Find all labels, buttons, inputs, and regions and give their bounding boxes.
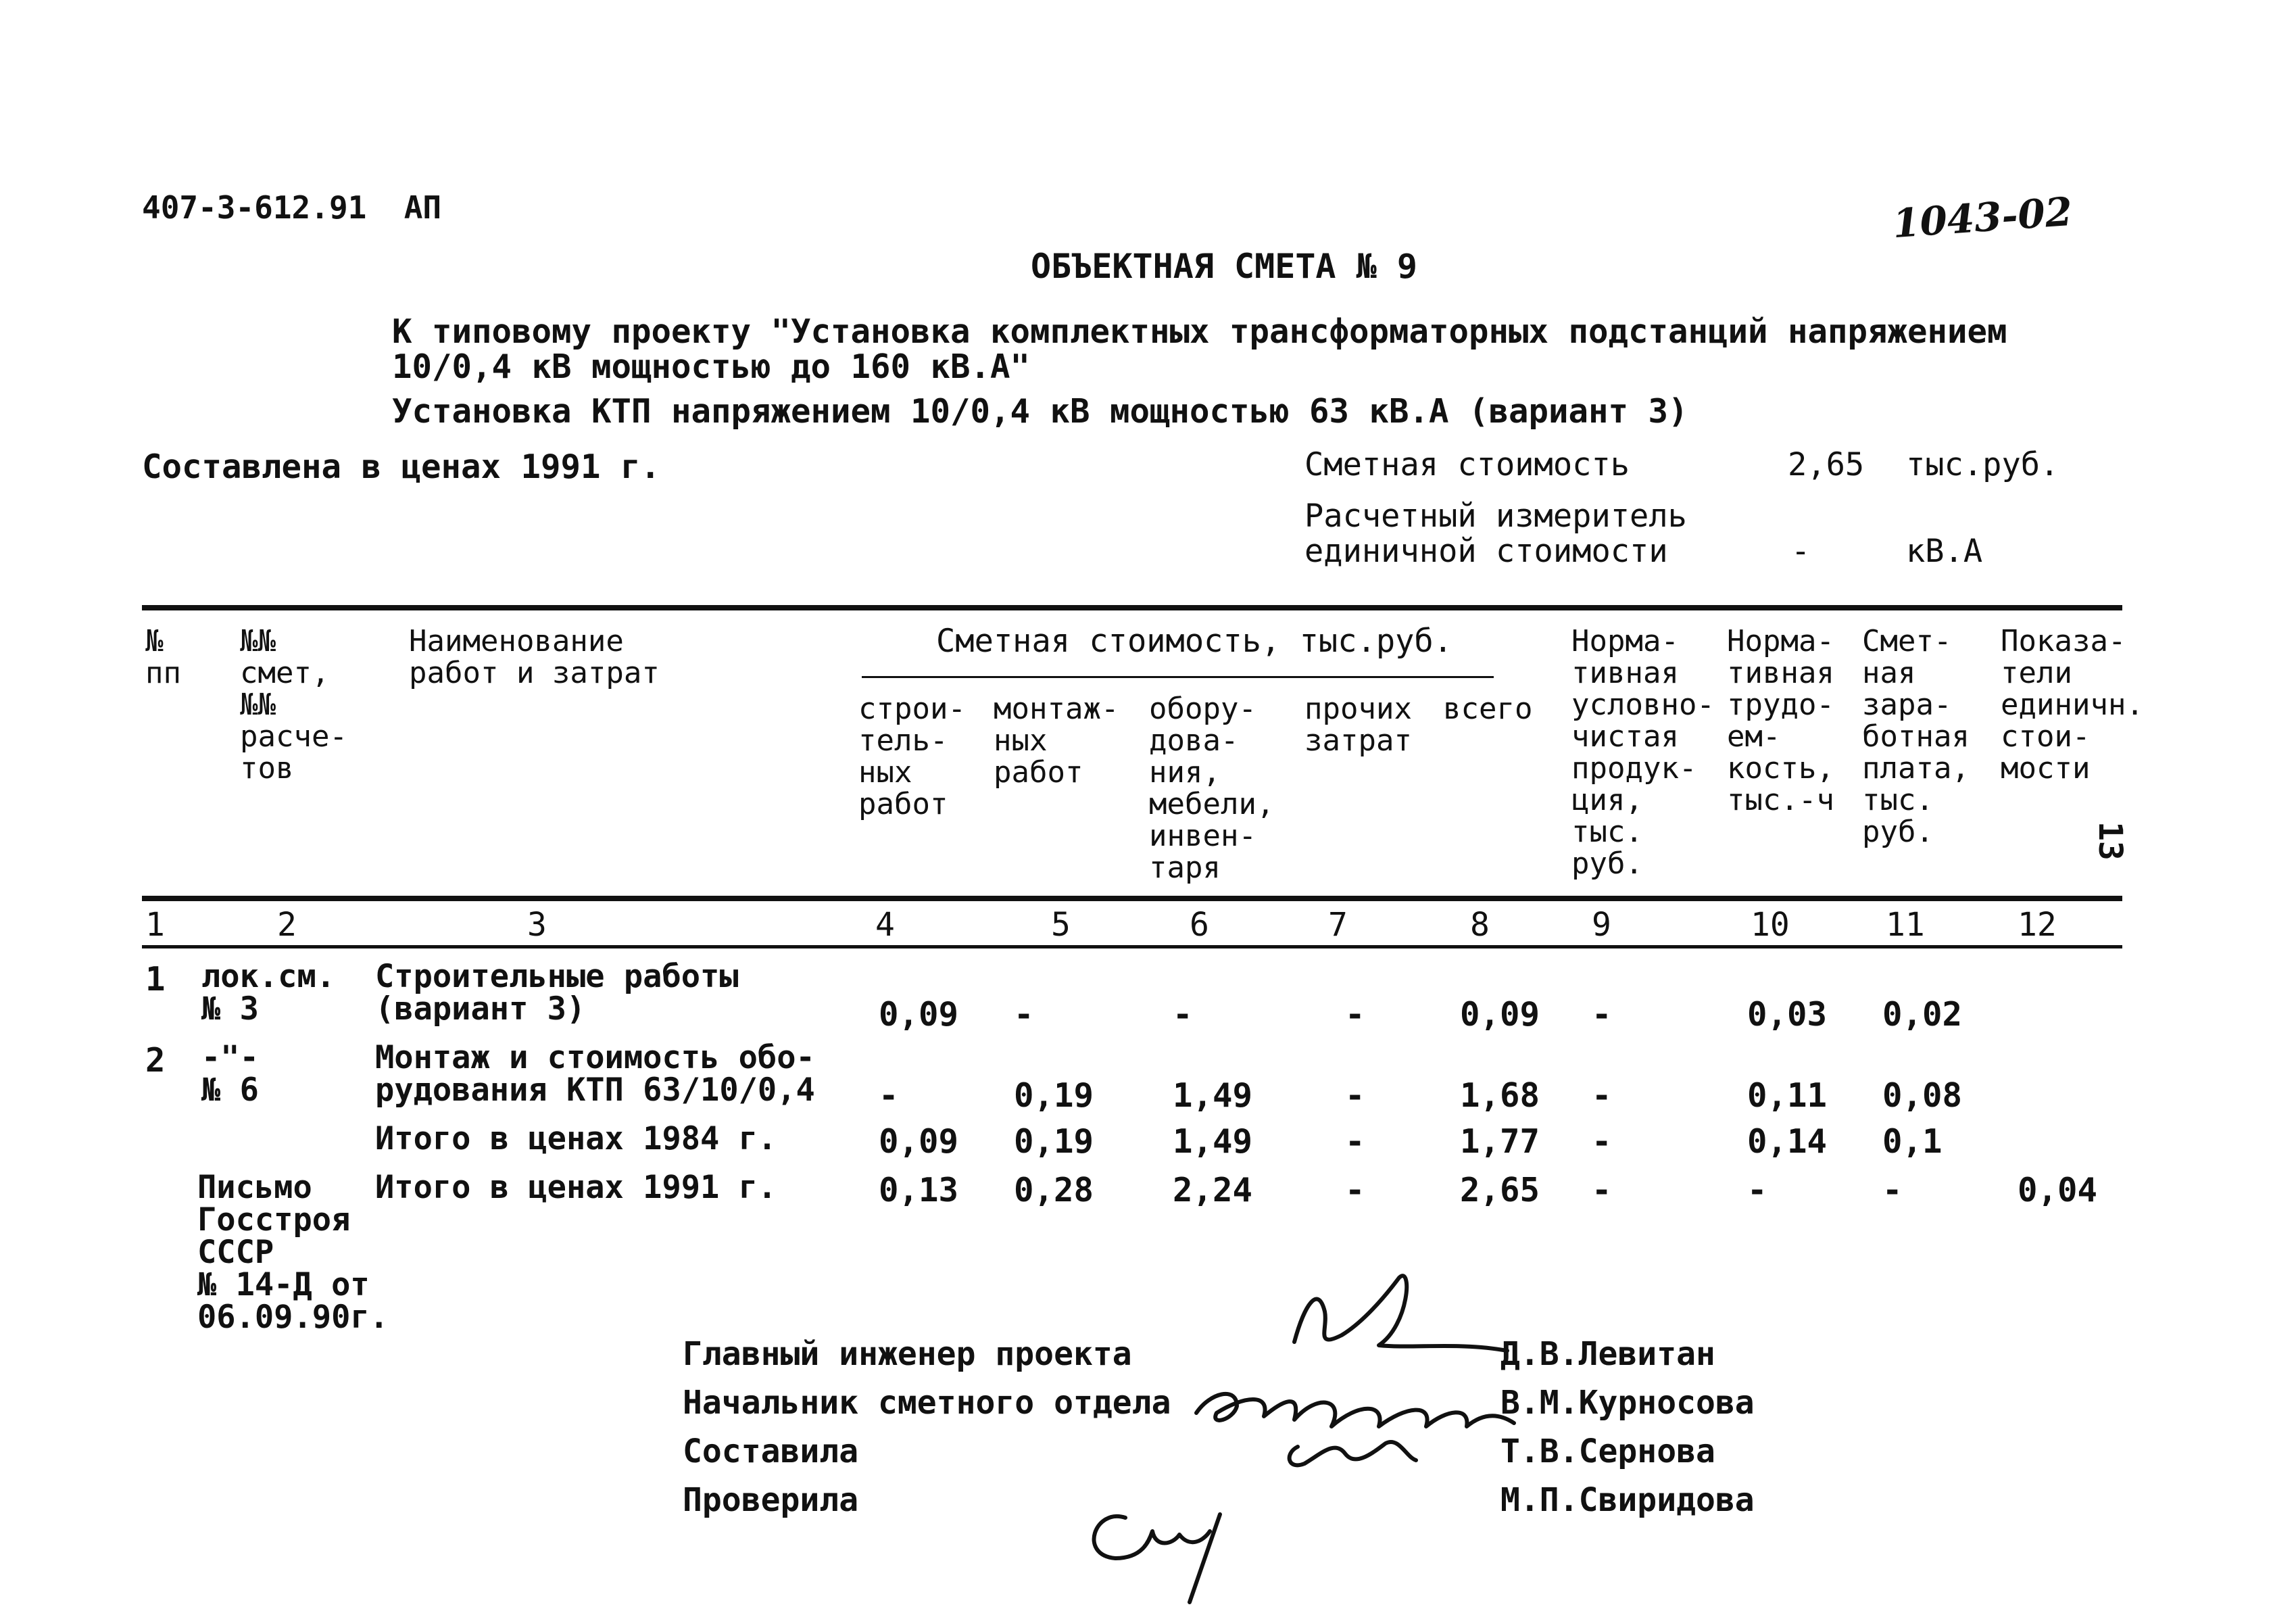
header-col12-line: тели <box>2001 656 2072 690</box>
row-value-c10: 0,03 <box>1747 995 1828 1034</box>
header-col5-line: монтаж- <box>994 692 1119 726</box>
header-col8-line: всего <box>1443 692 1533 726</box>
header-col5-line: работ <box>994 755 1083 790</box>
row-value-c9: - <box>1592 995 1612 1034</box>
row-value-c8: 0,09 <box>1460 995 1540 1034</box>
row-value-c9: - <box>1592 1122 1612 1161</box>
header-col10-line: трудо- <box>1727 688 1834 722</box>
header-col3-line: Наименование <box>409 624 624 658</box>
estimated-cost-unit: тыс.руб. <box>1906 446 2059 483</box>
prices-year: Составлена в ценах 1991 г. <box>142 448 661 486</box>
row-value-c12: 0,04 <box>2018 1171 2098 1209</box>
column-number: 4 <box>875 906 895 944</box>
signature-role: Проверила <box>683 1481 859 1519</box>
row-value-c7: - <box>1345 1076 1365 1115</box>
row-reference-line: № 14-Д от <box>197 1266 370 1303</box>
column-number: 8 <box>1470 906 1490 944</box>
row-value-c7: - <box>1345 1122 1365 1161</box>
row-value-c5: 0,19 <box>1014 1076 1094 1115</box>
header-col2-line: №№ <box>240 624 276 658</box>
row-name-line: Строительные работы <box>375 958 739 995</box>
header-col11-line: зара- <box>1862 688 1952 722</box>
signature-sernova <box>1290 1442 1416 1465</box>
header-col11-line: ботная <box>1862 719 1970 754</box>
row-reference-line: -"- <box>201 1039 259 1076</box>
header-col3-line: работ и затрат <box>409 656 660 690</box>
unit-meter-value: - <box>1791 533 1811 570</box>
header-group-cost: Сметная стоимость, тыс.руб. <box>936 623 1453 660</box>
signature-sviridova <box>1094 1514 1220 1602</box>
header-col12-line: стои- <box>2001 719 2091 754</box>
header-col5-line: ных <box>994 723 1048 758</box>
row-number: 1 <box>145 960 166 999</box>
header-col12-line: единичн. <box>2001 688 2144 722</box>
header-col9-line: продук- <box>1571 751 1697 786</box>
header-col9-line: чистая <box>1571 719 1679 754</box>
header-col10-line: тыс.-ч <box>1727 783 1834 817</box>
column-number: 7 <box>1328 906 1348 944</box>
header-col2-line: смет, <box>240 656 330 690</box>
row-reference-line: № 6 <box>201 1072 259 1109</box>
header-col2-line: тов <box>240 751 294 786</box>
header-col9-line: тыс. <box>1571 815 1643 849</box>
row-value-c6: 1,49 <box>1173 1122 1253 1161</box>
row-value-c8: 2,65 <box>1460 1171 1540 1209</box>
header-col11-line: руб. <box>1862 815 1934 849</box>
row-value-c4: 0,09 <box>879 1122 959 1161</box>
signature-name: В.М.Курносова <box>1500 1384 1755 1422</box>
header-col4-line: тель- <box>858 723 948 758</box>
row-value-c6: 2,24 <box>1173 1171 1253 1209</box>
row-value-c8: 1,68 <box>1460 1076 1540 1115</box>
column-number: 5 <box>1051 906 1071 944</box>
row-value-c7: - <box>1345 995 1365 1034</box>
header-col9-line: руб. <box>1571 846 1643 881</box>
header-col2-line: расче- <box>240 719 347 754</box>
header-col4-line: работ <box>858 787 948 821</box>
header-col10-line: ем- <box>1727 719 1781 754</box>
signature-name: Д.В.Левитан <box>1500 1335 1715 1373</box>
header-col7-line: прочих <box>1304 692 1412 726</box>
header-col1-line: пп <box>145 656 181 690</box>
header-col2-line: №№ <box>240 688 276 722</box>
header-col9-line: ция, <box>1571 783 1643 817</box>
header-col4-line: строи- <box>858 692 966 726</box>
row-reference-line: лок.см. <box>201 958 336 995</box>
column-number: 2 <box>277 906 297 944</box>
row-value-c7: - <box>1345 1171 1365 1209</box>
row-name-line: Монтаж и стоимость обо- <box>375 1039 815 1076</box>
column-number: 11 <box>1886 906 1925 944</box>
signature-levitan <box>1294 1276 1507 1351</box>
row-value-c5: 0,28 <box>1014 1171 1094 1209</box>
row-value-c4: 0,09 <box>879 995 959 1034</box>
header-col12-line: Показа- <box>2001 624 2126 658</box>
page-number: 13 <box>2091 821 2129 861</box>
signature-role: Составила <box>683 1433 859 1470</box>
row-reference-line: Госстроя <box>197 1201 351 1239</box>
column-number: 6 <box>1190 906 1209 944</box>
header-col6-line: таря <box>1149 850 1221 885</box>
row-value-c10: - <box>1747 1171 1767 1209</box>
document-number: 407-3-612.91 АП <box>142 189 442 226</box>
unit-meter-unit: кВ.А <box>1906 533 1983 570</box>
row-value-c11: 0,02 <box>1882 995 1963 1034</box>
header-col1-line: № <box>145 624 164 658</box>
row-value-c9: - <box>1592 1171 1612 1209</box>
handwritten-code: 1043-02 <box>1890 188 2074 247</box>
header-col6-line: дова- <box>1149 723 1239 758</box>
row-value-c4: - <box>879 1076 899 1115</box>
signature-role: Начальник сметного отдела <box>683 1384 1171 1422</box>
column-number: 1 <box>145 906 165 944</box>
row-value-c9: - <box>1592 1076 1612 1115</box>
row-value-c6: - <box>1173 995 1193 1034</box>
header-col10-line: тивная <box>1727 656 1834 690</box>
column-number: 3 <box>527 906 547 944</box>
header-col6-line: мебели, <box>1149 787 1275 821</box>
signature-role: Главный инженер проекта <box>683 1335 1132 1373</box>
row-value-c6: 1,49 <box>1173 1076 1253 1115</box>
signature-name: Т.В.Сернова <box>1500 1433 1715 1470</box>
row-name-line: Итого в ценах 1984 г. <box>375 1120 777 1157</box>
column-number: 12 <box>2018 906 2057 944</box>
header-col6-line: обору- <box>1149 692 1256 726</box>
unit-meter-label-line: Расчетный измеритель <box>1304 498 1687 535</box>
row-reference-line: 06.09.90г. <box>197 1299 389 1336</box>
header-col4-line: ных <box>858 755 912 790</box>
row-value-c11: - <box>1882 1171 1903 1209</box>
column-number: 10 <box>1751 906 1790 944</box>
header-col11-line: тыс. <box>1862 783 1934 817</box>
row-value-c10: 0,11 <box>1747 1076 1828 1115</box>
row-value-c10: 0,14 <box>1747 1122 1828 1161</box>
row-number: 2 <box>145 1041 166 1080</box>
header-col9-line: тивная <box>1571 656 1679 690</box>
row-value-c8: 1,77 <box>1460 1122 1540 1161</box>
subtitle-line: К типовому проекту "Установка комплектных трансформаторных подстанций напряжением <box>392 312 2007 351</box>
row-reference-line: № 3 <box>201 990 259 1028</box>
estimated-cost-value: 2,65 <box>1788 446 1865 483</box>
column-number: 9 <box>1592 906 1611 944</box>
header-col11-line: Смет- <box>1862 624 1952 658</box>
row-name-line: рудования КТП 63/10/0,4 <box>375 1072 815 1109</box>
signature-name: М.П.Свиридова <box>1500 1481 1755 1519</box>
unit-meter-label-line: единичной стоимости <box>1304 533 1668 570</box>
signature-kurnosova <box>1196 1394 1514 1426</box>
header-col6-line: инвен- <box>1149 819 1256 853</box>
row-value-c5: - <box>1014 995 1034 1034</box>
header-col12-line: мости <box>2001 751 2091 786</box>
estimated-cost-label: Сметная стоимость <box>1304 446 1630 483</box>
header-col9-line: условно- <box>1571 688 1715 722</box>
header-col9-line: Норма- <box>1571 624 1679 658</box>
page-title: ОБЪЕКТНАЯ СМЕТА № 9 <box>1031 247 1417 286</box>
variant-subtitle: Установка КТП напряжением 10/0,4 кВ мощностью 63 кВ.А (вариант 3) <box>392 392 1688 431</box>
header-col10-line: кость, <box>1727 751 1834 786</box>
header-col10-line: Норма- <box>1727 624 1834 658</box>
header-col11-line: ная <box>1862 656 1916 690</box>
row-value-c4: 0,13 <box>879 1171 959 1209</box>
row-name-line: (вариант 3) <box>375 990 586 1028</box>
subtitle-line: 10/0,4 кВ мощностью до 160 кВ.А" <box>392 347 1031 386</box>
row-value-c5: 0,19 <box>1014 1122 1094 1161</box>
row-reference-line: СССР <box>197 1234 274 1271</box>
row-name-line: Итого в ценах 1991 г. <box>375 1169 777 1206</box>
row-value-c11: 0,1 <box>1882 1122 1943 1161</box>
row-value-c11: 0,08 <box>1882 1076 1963 1115</box>
header-col7-line: затрат <box>1304 723 1412 758</box>
header-col11-line: плата, <box>1862 751 1970 786</box>
row-reference-line: Письмо <box>197 1169 312 1206</box>
header-col6-line: ния, <box>1149 755 1221 790</box>
